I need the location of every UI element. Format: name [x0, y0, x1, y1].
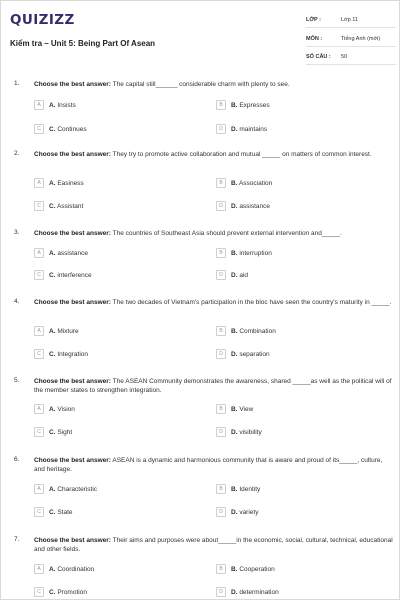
- option-letter: D.: [231, 271, 238, 279]
- option-checkbox[interactable]: D: [216, 270, 226, 280]
- option-letter: C.: [49, 588, 56, 596]
- option-text: Sight: [57, 428, 73, 436]
- question-number: 1.: [14, 80, 20, 87]
- option-letter: B.: [231, 565, 238, 573]
- answer-option-b[interactable]: [216, 564, 366, 576]
- option-checkbox[interactable]: B: [216, 248, 226, 258]
- answer-option-b[interactable]: [216, 326, 366, 338]
- meta-value: Lớp 11: [341, 17, 358, 23]
- option-text: determination: [239, 588, 279, 596]
- option-text: Cooperation: [239, 565, 275, 573]
- option-checkbox[interactable]: D: [216, 507, 226, 517]
- option-letter: D.: [231, 350, 238, 358]
- option-checkbox[interactable]: D: [216, 587, 226, 597]
- option-checkbox[interactable]: C: [34, 587, 44, 597]
- question-lead: Choose the best answer:: [34, 299, 111, 306]
- question-text: [34, 150, 394, 159]
- option-text: Insists: [57, 101, 76, 109]
- question-lead: Choose the best answer:: [34, 151, 111, 158]
- meta-value: Tiếng Anh (mới): [341, 36, 381, 42]
- option-letter: B.: [231, 405, 238, 413]
- answer-option-d[interactable]: [216, 587, 366, 599]
- meta-row-class: [306, 16, 396, 28]
- option-letter: B.: [231, 485, 238, 493]
- option-label: [49, 351, 88, 358]
- question-number: 4.: [14, 298, 20, 305]
- option-label: [49, 589, 87, 596]
- question-lead: Choose the best answer:: [34, 81, 111, 88]
- option-label: [49, 180, 84, 187]
- option-label: [231, 328, 276, 335]
- answer-option-c[interactable]: [34, 587, 184, 599]
- option-letter: D.: [231, 202, 238, 210]
- question-text: [34, 377, 394, 395]
- question-lead: Choose the best answer:: [34, 537, 111, 544]
- option-label: [231, 566, 275, 573]
- option-checkbox[interactable]: A: [34, 564, 44, 574]
- answer-option-a[interactable]: [34, 326, 184, 338]
- option-text: variety: [239, 508, 259, 516]
- option-label: [49, 203, 83, 210]
- option-text: Continues: [57, 125, 87, 133]
- meta-box: [306, 16, 396, 72]
- answer-option-a[interactable]: [34, 484, 184, 496]
- answer-option-b[interactable]: [216, 100, 366, 112]
- option-text: Association: [238, 179, 273, 187]
- answer-option-d[interactable]: [216, 349, 366, 361]
- answer-option-c[interactable]: [34, 201, 184, 213]
- option-text: visibility: [239, 428, 262, 436]
- answer-option-a[interactable]: [34, 564, 184, 576]
- meta-key: SỐ CÂU :: [306, 54, 331, 60]
- answer-option-c[interactable]: [34, 349, 184, 361]
- meta-key: MÔN :: [306, 36, 323, 42]
- question-body: The capital still______ considerable charm with plenty to see.: [110, 81, 290, 88]
- question-body: They try to promote active collaboration and mutual _____ on matters of common interest.: [110, 151, 372, 158]
- option-text: Mixture: [57, 327, 79, 335]
- option-label: [231, 406, 253, 413]
- answer-option-a[interactable]: [34, 178, 184, 190]
- option-text: assistance: [57, 249, 89, 257]
- option-checkbox[interactable]: C: [34, 427, 44, 437]
- question-lead: Choose the best answer:: [34, 457, 111, 464]
- option-text: Assistant: [56, 202, 84, 210]
- option-label: [231, 589, 279, 596]
- option-text: Integration: [57, 350, 89, 358]
- option-letter: A.: [49, 565, 56, 573]
- question-body: The ASEAN Community demonstrates the awareness, shared _____as well as the political will of the member states to strengthen integration.: [34, 378, 392, 394]
- option-letter: A.: [49, 249, 56, 257]
- option-letter: A.: [49, 327, 56, 335]
- option-checkbox[interactable]: A: [34, 484, 44, 494]
- quizizz-logo: QUIZIZZ: [10, 12, 75, 28]
- meta-value: 50: [341, 54, 348, 60]
- answer-option-a[interactable]: [34, 100, 184, 112]
- option-letter: D.: [231, 428, 238, 436]
- question-number: 7.: [14, 536, 20, 543]
- option-text: Promotion: [57, 588, 87, 596]
- option-text: Coordination: [57, 565, 95, 573]
- option-checkbox[interactable]: A: [34, 326, 44, 336]
- option-checkbox[interactable]: C: [34, 270, 44, 280]
- option-text: Easiness: [57, 179, 84, 187]
- option-checkbox[interactable]: B: [216, 564, 226, 574]
- option-letter: C.: [49, 271, 56, 279]
- meta-row-subject: [306, 35, 396, 47]
- question-text: [34, 536, 394, 554]
- meta-key: LỚP :: [306, 17, 321, 23]
- option-text: State: [57, 508, 73, 516]
- option-checkbox[interactable]: C: [34, 201, 44, 211]
- option-checkbox[interactable]: B: [216, 326, 226, 336]
- option-letter: B.: [231, 101, 238, 109]
- option-letter: C.: [49, 428, 56, 436]
- question-lead: Choose the best answer:: [34, 230, 111, 237]
- answer-option-c[interactable]: [34, 270, 184, 282]
- option-label: [231, 272, 248, 279]
- option-letter: D.: [231, 125, 238, 133]
- question-text: [34, 456, 394, 474]
- question-body: The countries of Southeast Asia should prevent external intervention and_____.: [110, 230, 342, 237]
- option-label: [49, 126, 87, 133]
- option-checkbox[interactable]: A: [34, 178, 44, 188]
- option-text: interference: [57, 271, 92, 279]
- option-label: [231, 250, 272, 257]
- question-number: 5.: [14, 377, 20, 384]
- answer-option-c[interactable]: [34, 427, 184, 439]
- option-text: Characteristic: [57, 485, 98, 493]
- option-checkbox[interactable]: A: [34, 404, 44, 414]
- option-letter: A.: [49, 101, 56, 109]
- answer-option-a[interactable]: [34, 404, 184, 416]
- option-letter: C.: [49, 350, 56, 358]
- option-checkbox[interactable]: D: [216, 349, 226, 359]
- option-letter: B.: [231, 179, 238, 187]
- option-label: [49, 406, 75, 413]
- option-checkbox[interactable]: D: [216, 427, 226, 437]
- option-letter: B.: [231, 249, 238, 257]
- option-letter: C.: [49, 202, 56, 210]
- option-letter: A.: [49, 405, 56, 413]
- option-label: [49, 328, 79, 335]
- option-text: maintains: [239, 125, 268, 133]
- answer-option-d[interactable]: [216, 507, 366, 519]
- answer-option-b[interactable]: [216, 404, 366, 416]
- answer-option-b[interactable]: [216, 178, 366, 190]
- option-text: assistance: [239, 202, 271, 210]
- answer-option-d[interactable]: [216, 427, 366, 439]
- option-checkbox[interactable]: B: [216, 404, 226, 414]
- option-label: [231, 126, 267, 133]
- question-number: 2.: [14, 150, 20, 157]
- question-body: The two decades of Vietnam's participation in the bloc have seen the country's maturity in _____.: [110, 299, 392, 306]
- answer-option-d[interactable]: [216, 270, 366, 282]
- option-label: [231, 486, 260, 493]
- worksheet-header: [10, 9, 392, 69]
- test-title: Kiểm tra – Unit 5: Being Part Of Asean: [10, 39, 156, 48]
- question-number: 3.: [14, 229, 20, 236]
- option-text: separation: [239, 350, 270, 358]
- option-label: [49, 272, 92, 279]
- option-text: aid: [239, 271, 248, 279]
- option-text: interruption: [239, 249, 272, 257]
- option-text: Identity: [239, 485, 261, 493]
- question-text: [34, 298, 394, 307]
- answer-option-d[interactable]: [216, 124, 366, 136]
- answer-option-c[interactable]: [34, 124, 184, 136]
- option-checkbox[interactable]: A: [34, 248, 44, 258]
- option-label: [49, 250, 88, 257]
- option-checkbox[interactable]: D: [216, 201, 226, 211]
- option-label: [49, 429, 72, 436]
- option-label: [231, 429, 262, 436]
- option-checkbox[interactable]: C: [34, 507, 44, 517]
- question-number: 6.: [14, 456, 20, 463]
- option-text: Vision: [57, 405, 75, 413]
- option-text: Combination: [239, 327, 276, 335]
- option-label: [49, 102, 76, 109]
- option-label: [49, 509, 73, 516]
- option-checkbox[interactable]: C: [34, 349, 44, 359]
- answer-option-b[interactable]: [216, 248, 366, 260]
- option-text: Expresses: [239, 101, 270, 109]
- option-label: [49, 566, 94, 573]
- answer-option-a[interactable]: [34, 248, 184, 260]
- question-lead: Choose the best answer:: [34, 378, 111, 385]
- option-text: View: [239, 405, 254, 413]
- question-text: [34, 229, 394, 238]
- meta-row-count: [306, 53, 396, 65]
- question-body: ASEAN is a dynamic and harmonious community that is aware and proud of its_____, culture, and heritage.: [34, 457, 383, 473]
- option-letter: A.: [49, 485, 56, 493]
- question-text: [34, 80, 394, 89]
- answer-option-c[interactable]: [34, 507, 184, 519]
- option-letter: C.: [49, 508, 56, 516]
- option-checkbox[interactable]: C: [34, 124, 44, 134]
- option-label: [231, 351, 270, 358]
- option-label: [231, 102, 270, 109]
- option-label: [231, 180, 272, 187]
- option-letter: D.: [231, 588, 238, 596]
- option-letter: D.: [231, 508, 238, 516]
- option-checkbox[interactable]: B: [216, 178, 226, 188]
- option-label: [231, 203, 270, 210]
- answer-option-b[interactable]: [216, 484, 366, 496]
- option-letter: B.: [231, 327, 238, 335]
- question-body: Their aims and purposes were about_____in the economic, social, cultural, technical, educational and other fields.: [34, 537, 393, 553]
- option-letter: A.: [49, 179, 56, 187]
- option-checkbox[interactable]: B: [216, 484, 226, 494]
- option-checkbox[interactable]: D: [216, 124, 226, 134]
- option-letter: C.: [49, 125, 56, 133]
- option-checkbox[interactable]: A: [34, 100, 44, 110]
- option-checkbox[interactable]: B: [216, 100, 226, 110]
- answer-option-d[interactable]: [216, 201, 366, 213]
- option-label: [231, 509, 258, 516]
- option-label: [49, 486, 97, 493]
